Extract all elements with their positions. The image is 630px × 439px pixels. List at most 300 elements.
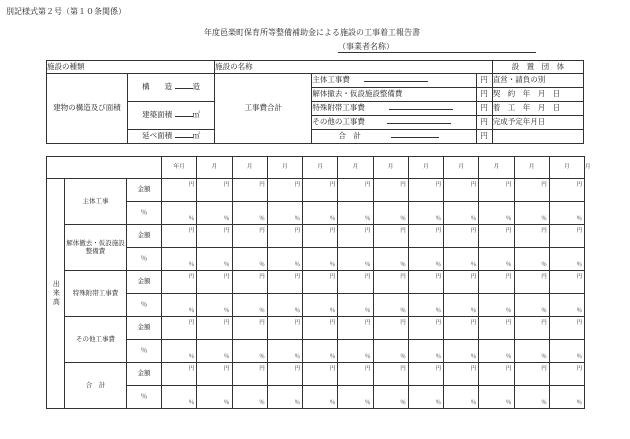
yen-unit: 円 — [329, 366, 336, 372]
facility-type-label: 施設の種類 — [47, 61, 215, 74]
percent-unit: ％ — [435, 307, 442, 314]
percent-unit: ％ — [294, 399, 301, 406]
month-header-1[interactable]: 月 — [197, 157, 232, 179]
facility-name-label: 施設の名称 — [215, 61, 493, 74]
yen-unit: 円 — [435, 320, 442, 326]
percent-unit: ％ — [259, 307, 265, 314]
percent-cell[interactable] — [479, 248, 514, 271]
percent-cell[interactable] — [444, 248, 479, 271]
yen-unit: 円 — [470, 182, 477, 188]
percent-unit: ％ — [365, 307, 371, 314]
percent-cell[interactable] — [373, 248, 408, 271]
percent-unit: ％ — [365, 399, 371, 406]
progress-row — [47, 179, 585, 202]
percent-cell[interactable] — [303, 294, 338, 317]
amount-cell[interactable] — [197, 363, 232, 386]
percent-cell[interactable] — [267, 340, 302, 363]
percent-cell[interactable] — [162, 248, 197, 271]
percent-unit: ％ — [470, 399, 477, 406]
yen-1: 円 — [476, 88, 492, 102]
yen-unit: 円 — [506, 182, 512, 188]
org-empty[interactable] — [492, 130, 583, 144]
amount-cell[interactable] — [373, 317, 408, 340]
percent-unit: ％ — [576, 399, 583, 406]
amount-cell[interactable] — [303, 271, 338, 294]
percent-cell[interactable] — [197, 248, 232, 271]
amount-cell[interactable] — [197, 179, 232, 202]
percent-unit: ％ — [435, 215, 442, 222]
percent-cell[interactable] — [303, 386, 338, 409]
month-header-row: 年月 月 月 月 月 月 月 月 月 月 月 月 月 — [47, 157, 585, 179]
amount-cell[interactable] — [162, 179, 197, 202]
percent-unit: ％ — [365, 215, 371, 222]
percent-cell[interactable] — [549, 248, 584, 271]
percent-label: ％ — [127, 340, 162, 363]
percent-label: ％ — [127, 202, 162, 225]
percent-cell[interactable] — [267, 294, 302, 317]
percent-unit: ％ — [470, 307, 477, 314]
percent-cell[interactable] — [338, 294, 373, 317]
percent-cell[interactable] — [303, 248, 338, 271]
percent-unit: ％ — [259, 353, 265, 360]
cost-item-1[interactable]: 解体撤去・仮設施設整備費 — [312, 88, 476, 102]
amount-cell[interactable] — [267, 179, 302, 202]
percent-label: ％ — [127, 294, 162, 317]
progress-table — [46, 156, 591, 409]
cost-item-2[interactable]: 特殊附帯工事費 — [312, 102, 476, 116]
yen-unit: 円 — [400, 182, 406, 188]
org-item-0: 直営・請負の別 — [492, 74, 583, 88]
yen-unit: 円 — [188, 228, 195, 234]
percent-unit: ％ — [400, 353, 406, 360]
amount-cell[interactable] — [444, 317, 479, 340]
amount-cell[interactable] — [479, 179, 514, 202]
yen-unit: 円 — [506, 320, 512, 326]
percent-cell[interactable] — [549, 340, 584, 363]
cost-item-0[interactable]: 主体工事費 — [312, 74, 476, 88]
percent-unit: ％ — [470, 215, 477, 222]
percent-unit: ％ — [541, 215, 547, 222]
percent-cell[interactable] — [514, 386, 549, 409]
month-header-4[interactable]: 月 — [303, 157, 338, 179]
month-header-6[interactable]: 月 — [373, 157, 408, 179]
percent-cell[interactable] — [303, 340, 338, 363]
yen-unit: 円 — [576, 366, 583, 372]
amount-cell[interactable] — [549, 363, 584, 386]
percent-unit: ％ — [435, 261, 442, 268]
amount-cell[interactable] — [549, 271, 584, 294]
percent-unit: ％ — [470, 261, 477, 268]
amount-cell[interactable] — [373, 271, 408, 294]
amount-cell[interactable] — [373, 179, 408, 202]
percent-unit: ％ — [294, 353, 301, 360]
yen-unit: 円 — [400, 274, 406, 280]
amount-cell[interactable] — [232, 363, 267, 386]
percent-unit: ％ — [224, 353, 230, 360]
percent-cell[interactable] — [408, 248, 443, 271]
yen-unit: 円 — [470, 366, 477, 372]
percent-unit: ％ — [188, 399, 195, 406]
yen-unit: 円 — [365, 366, 371, 372]
yen-unit: 円 — [506, 228, 512, 234]
amount-cell[interactable] — [444, 363, 479, 386]
amount-cell[interactable] — [338, 271, 373, 294]
percent-cell[interactable] — [197, 202, 232, 225]
yen-unit: 円 — [470, 228, 477, 234]
yen-unit: 円 — [294, 274, 301, 280]
form-number: 別記様式第２号（第１０条関係） — [6, 7, 126, 16]
yen-unit: 円 — [541, 366, 547, 372]
yen-unit: 円 — [329, 182, 336, 188]
yen-unit: 円 — [400, 366, 406, 372]
amount-cell[interactable] — [338, 363, 373, 386]
percent-cell[interactable] — [267, 248, 302, 271]
percent-cell[interactable] — [303, 202, 338, 225]
row-label-2: 特殊附帯工事費 — [65, 271, 127, 317]
progress-row — [47, 248, 585, 271]
yen-unit: 円 — [576, 228, 583, 234]
row-label-3: その他工事費 — [65, 317, 127, 363]
percent-cell[interactable] — [162, 294, 197, 317]
percent-cell[interactable] — [338, 386, 373, 409]
amount-cell[interactable] — [303, 179, 338, 202]
progress-row — [47, 294, 585, 317]
yen-unit: 円 — [470, 320, 477, 326]
yen-unit: 円 — [400, 320, 406, 326]
amount-cell[interactable] — [303, 317, 338, 340]
percent-unit: ％ — [541, 353, 547, 360]
building-label: 建物の構造及び面積 — [47, 74, 128, 144]
percent-unit: ％ — [224, 261, 230, 268]
yen-unit: 円 — [188, 274, 195, 280]
percent-unit: ％ — [294, 261, 301, 268]
percent-cell[interactable] — [373, 202, 408, 225]
percent-cell[interactable] — [479, 340, 514, 363]
percent-cell[interactable] — [549, 202, 584, 225]
amount-cell[interactable] — [197, 225, 232, 248]
amount-cell[interactable] — [408, 271, 443, 294]
yen-unit: 円 — [435, 366, 442, 372]
amount-label: 金額 — [127, 271, 162, 294]
amount-cell[interactable] — [338, 179, 373, 202]
percent-cell[interactable] — [197, 340, 232, 363]
percent-cell[interactable] — [338, 202, 373, 225]
yen-unit: 円 — [224, 228, 230, 234]
percent-cell[interactable] — [444, 202, 479, 225]
yen-unit: 円 — [224, 366, 230, 372]
yen-unit: 円 — [576, 274, 583, 280]
amount-cell[interactable] — [197, 317, 232, 340]
percent-cell[interactable] — [373, 294, 408, 317]
yen-unit: 円 — [294, 366, 301, 372]
amount-cell[interactable] — [373, 225, 408, 248]
percent-cell[interactable] — [232, 248, 267, 271]
yen-unit: 円 — [541, 228, 547, 234]
yen-unit: 円 — [259, 320, 265, 326]
percent-unit: ％ — [224, 215, 230, 222]
yen-unit: 円 — [224, 274, 230, 280]
yen-unit: 円 — [294, 182, 301, 188]
percent-cell[interactable] — [338, 340, 373, 363]
yen-unit: 円 — [365, 228, 371, 234]
percent-unit: ％ — [188, 215, 195, 222]
yen-unit: 円 — [506, 366, 512, 372]
amount-cell[interactable] — [267, 363, 302, 386]
amount-cell[interactable] — [549, 179, 584, 202]
percent-unit: ％ — [541, 261, 547, 268]
yen-unit: 円 — [435, 182, 442, 188]
percent-cell[interactable] — [232, 202, 267, 225]
yen-unit: 円 — [329, 274, 336, 280]
percent-unit: ％ — [259, 399, 265, 406]
yen-0: 円 — [476, 74, 492, 88]
percent-unit: ％ — [506, 215, 512, 222]
percent-unit: ％ — [294, 215, 301, 222]
yen-unit: 円 — [188, 182, 195, 188]
floor-area-cell[interactable]: 建築面積 ㎡ — [128, 102, 215, 130]
percent-cell[interactable] — [479, 202, 514, 225]
facility-info-table — [46, 60, 584, 144]
percent-unit: ％ — [506, 261, 512, 268]
amount-cell[interactable] — [338, 317, 373, 340]
yen-unit: 円 — [435, 274, 442, 280]
percent-unit: ％ — [329, 261, 336, 268]
yen-unit: 円 — [470, 274, 477, 280]
percent-unit: ％ — [506, 307, 512, 314]
percent-cell[interactable] — [408, 202, 443, 225]
percent-cell[interactable] — [197, 386, 232, 409]
amount-cell[interactable] — [303, 225, 338, 248]
percent-unit: ％ — [541, 307, 547, 314]
percent-unit: ％ — [576, 353, 583, 360]
percent-cell[interactable] — [549, 386, 584, 409]
percent-cell[interactable] — [514, 294, 549, 317]
amount-cell[interactable] — [232, 271, 267, 294]
percent-unit: ％ — [400, 399, 406, 406]
percent-cell[interactable] — [408, 386, 443, 409]
progress-row — [47, 225, 585, 248]
cost-total-label: 工事費合計 — [215, 74, 312, 144]
yen-unit: 円 — [188, 366, 195, 372]
yen-unit: 円 — [365, 182, 371, 188]
yen-unit: 円 — [365, 320, 371, 326]
row-label-4: 合 計 — [65, 363, 127, 409]
yen-unit: 円 — [365, 274, 371, 280]
percent-cell[interactable] — [162, 386, 197, 409]
percent-cell[interactable] — [232, 386, 267, 409]
percent-unit: ％ — [329, 307, 336, 314]
amount-cell[interactable] — [162, 363, 197, 386]
org-header: 設 置 団 体 — [492, 61, 583, 74]
percent-cell[interactable] — [267, 386, 302, 409]
percent-cell[interactable] — [338, 248, 373, 271]
percent-unit: ％ — [365, 261, 371, 268]
org-item-2: 着 工 年 月 日 — [492, 102, 583, 116]
amount-cell[interactable] — [408, 363, 443, 386]
yen-unit: 円 — [576, 182, 583, 188]
amount-cell[interactable] — [514, 363, 549, 386]
amount-cell[interactable] — [479, 317, 514, 340]
percent-cell[interactable] — [444, 386, 479, 409]
amount-cell[interactable] — [408, 317, 443, 340]
yen-unit: 円 — [541, 320, 547, 326]
percent-unit: ％ — [329, 215, 336, 222]
amount-cell[interactable] — [479, 363, 514, 386]
percent-unit: ％ — [224, 399, 230, 406]
percent-cell[interactable] — [232, 294, 267, 317]
yen-unit: 円 — [435, 228, 442, 234]
yen-unit: 円 — [541, 274, 547, 280]
percent-cell[interactable] — [549, 294, 584, 317]
progress-row — [47, 317, 585, 340]
progress-row — [47, 363, 585, 386]
percent-cell[interactable] — [408, 340, 443, 363]
percent-cell[interactable] — [162, 340, 197, 363]
month-header-0[interactable]: 年月 — [162, 157, 197, 179]
yen-unit: 円 — [259, 228, 265, 234]
percent-cell[interactable] — [444, 294, 479, 317]
percent-cell[interactable] — [514, 340, 549, 363]
month-header-7[interactable]: 月 — [408, 157, 443, 179]
org-item-3: 完成予定年月日 — [492, 116, 583, 130]
yen-unit: 円 — [259, 274, 265, 280]
percent-cell[interactable] — [444, 340, 479, 363]
amount-cell[interactable] — [267, 225, 302, 248]
amount-cell[interactable] — [197, 271, 232, 294]
amount-cell[interactable] — [514, 317, 549, 340]
percent-unit: ％ — [224, 307, 230, 314]
cost-item-3[interactable]: その他の工事費 — [312, 116, 476, 130]
yen-3: 円 — [476, 116, 492, 130]
yen-unit: 円 — [329, 320, 336, 326]
amount-cell[interactable] — [549, 317, 584, 340]
percent-cell[interactable] — [514, 248, 549, 271]
business-name-field[interactable] — [338, 43, 536, 53]
percent-label: ％ — [127, 386, 162, 409]
progress-row — [47, 202, 585, 225]
yen-unit: 円 — [188, 320, 195, 326]
percent-unit: ％ — [576, 307, 583, 314]
amount-cell[interactable] — [514, 225, 549, 248]
amount-cell[interactable] — [162, 317, 197, 340]
org-item-1: 契 約 年 月 日 — [492, 88, 583, 102]
percent-cell[interactable] — [408, 294, 443, 317]
yen-unit: 円 — [576, 320, 583, 326]
percent-cell[interactable] — [373, 340, 408, 363]
percent-unit: ％ — [506, 353, 512, 360]
yen-unit: 円 — [329, 228, 336, 234]
document-title: 年度邑楽町保育所等整備補助金による施設の工事着工報告書 — [204, 28, 420, 37]
percent-cell[interactable] — [267, 202, 302, 225]
business-name-label: （事業者名称） — [338, 42, 394, 51]
percent-unit: ％ — [188, 261, 195, 268]
progress-row — [47, 340, 585, 363]
percent-cell[interactable] — [197, 294, 232, 317]
total-area-cell[interactable]: 延べ面積 ㎡ — [128, 130, 215, 144]
progress-row — [47, 386, 585, 409]
amount-cell[interactable] — [267, 271, 302, 294]
month-header-2[interactable]: 月 — [232, 157, 267, 179]
amount-cell[interactable] — [338, 225, 373, 248]
amount-cell[interactable] — [232, 317, 267, 340]
percent-cell[interactable] — [479, 386, 514, 409]
yen-unit: 円 — [541, 182, 547, 188]
amount-cell[interactable] — [444, 271, 479, 294]
amount-cell[interactable] — [232, 225, 267, 248]
percent-unit: ％ — [294, 307, 301, 314]
yen-4: 円 — [476, 130, 492, 144]
yen-unit: 円 — [259, 182, 265, 188]
structure-cell[interactable]: 構 造 造 — [128, 74, 215, 102]
percent-unit: ％ — [435, 353, 442, 360]
month-header-10[interactable]: 月 — [514, 157, 549, 179]
amount-cell[interactable] — [232, 179, 267, 202]
percent-unit: ％ — [541, 399, 547, 406]
amount-cell[interactable] — [479, 271, 514, 294]
yen-2: 円 — [476, 102, 492, 116]
percent-unit: ％ — [400, 307, 406, 314]
row-label-1: 解体撤去・仮設施設整備費 — [65, 225, 127, 271]
amount-cell[interactable] — [444, 225, 479, 248]
amount-label: 金額 — [127, 363, 162, 386]
section-label: 出来高 — [47, 179, 65, 409]
amount-cell[interactable] — [479, 225, 514, 248]
cost-item-4[interactable]: 合 計 — [312, 130, 476, 144]
percent-unit: ％ — [435, 399, 442, 406]
percent-cell[interactable] — [479, 294, 514, 317]
percent-unit: ％ — [188, 307, 195, 314]
percent-unit: ％ — [470, 353, 477, 360]
amount-cell[interactable] — [514, 271, 549, 294]
percent-unit: ％ — [506, 399, 512, 406]
amount-cell[interactable] — [408, 225, 443, 248]
month-header-8[interactable]: 月 — [444, 157, 479, 179]
percent-unit: ％ — [576, 261, 583, 268]
percent-cell[interactable] — [162, 202, 197, 225]
percent-unit: ％ — [329, 353, 336, 360]
yen-unit: 円 — [294, 320, 301, 326]
yen-unit: 円 — [224, 182, 230, 188]
progress-row — [47, 271, 585, 294]
percent-cell[interactable] — [373, 386, 408, 409]
amount-label: 金額 — [127, 225, 162, 248]
percent-cell[interactable] — [232, 340, 267, 363]
amount-label: 金額 — [127, 179, 162, 202]
month-header-9[interactable]: 月 — [479, 157, 514, 179]
yen-unit: 円 — [224, 320, 230, 326]
amount-cell[interactable] — [303, 363, 338, 386]
amount-cell[interactable] — [267, 317, 302, 340]
amount-cell[interactable] — [549, 225, 584, 248]
percent-unit: ％ — [365, 353, 371, 360]
amount-cell[interactable] — [162, 271, 197, 294]
percent-unit: ％ — [576, 215, 583, 222]
percent-cell[interactable] — [514, 202, 549, 225]
month-header-3[interactable]: 月 — [267, 157, 302, 179]
percent-unit: ％ — [400, 215, 406, 222]
month-header-5[interactable]: 月 — [338, 157, 373, 179]
month-header-11[interactable]: 月 — [549, 157, 584, 179]
percent-unit: ％ — [400, 261, 406, 268]
amount-cell[interactable] — [444, 179, 479, 202]
percent-label: ％ — [127, 248, 162, 271]
amount-cell[interactable] — [162, 225, 197, 248]
amount-cell[interactable] — [514, 179, 549, 202]
amount-cell[interactable] — [408, 179, 443, 202]
percent-unit: ％ — [188, 353, 195, 360]
amount-cell[interactable] — [373, 363, 408, 386]
yen-unit: 円 — [400, 228, 406, 234]
